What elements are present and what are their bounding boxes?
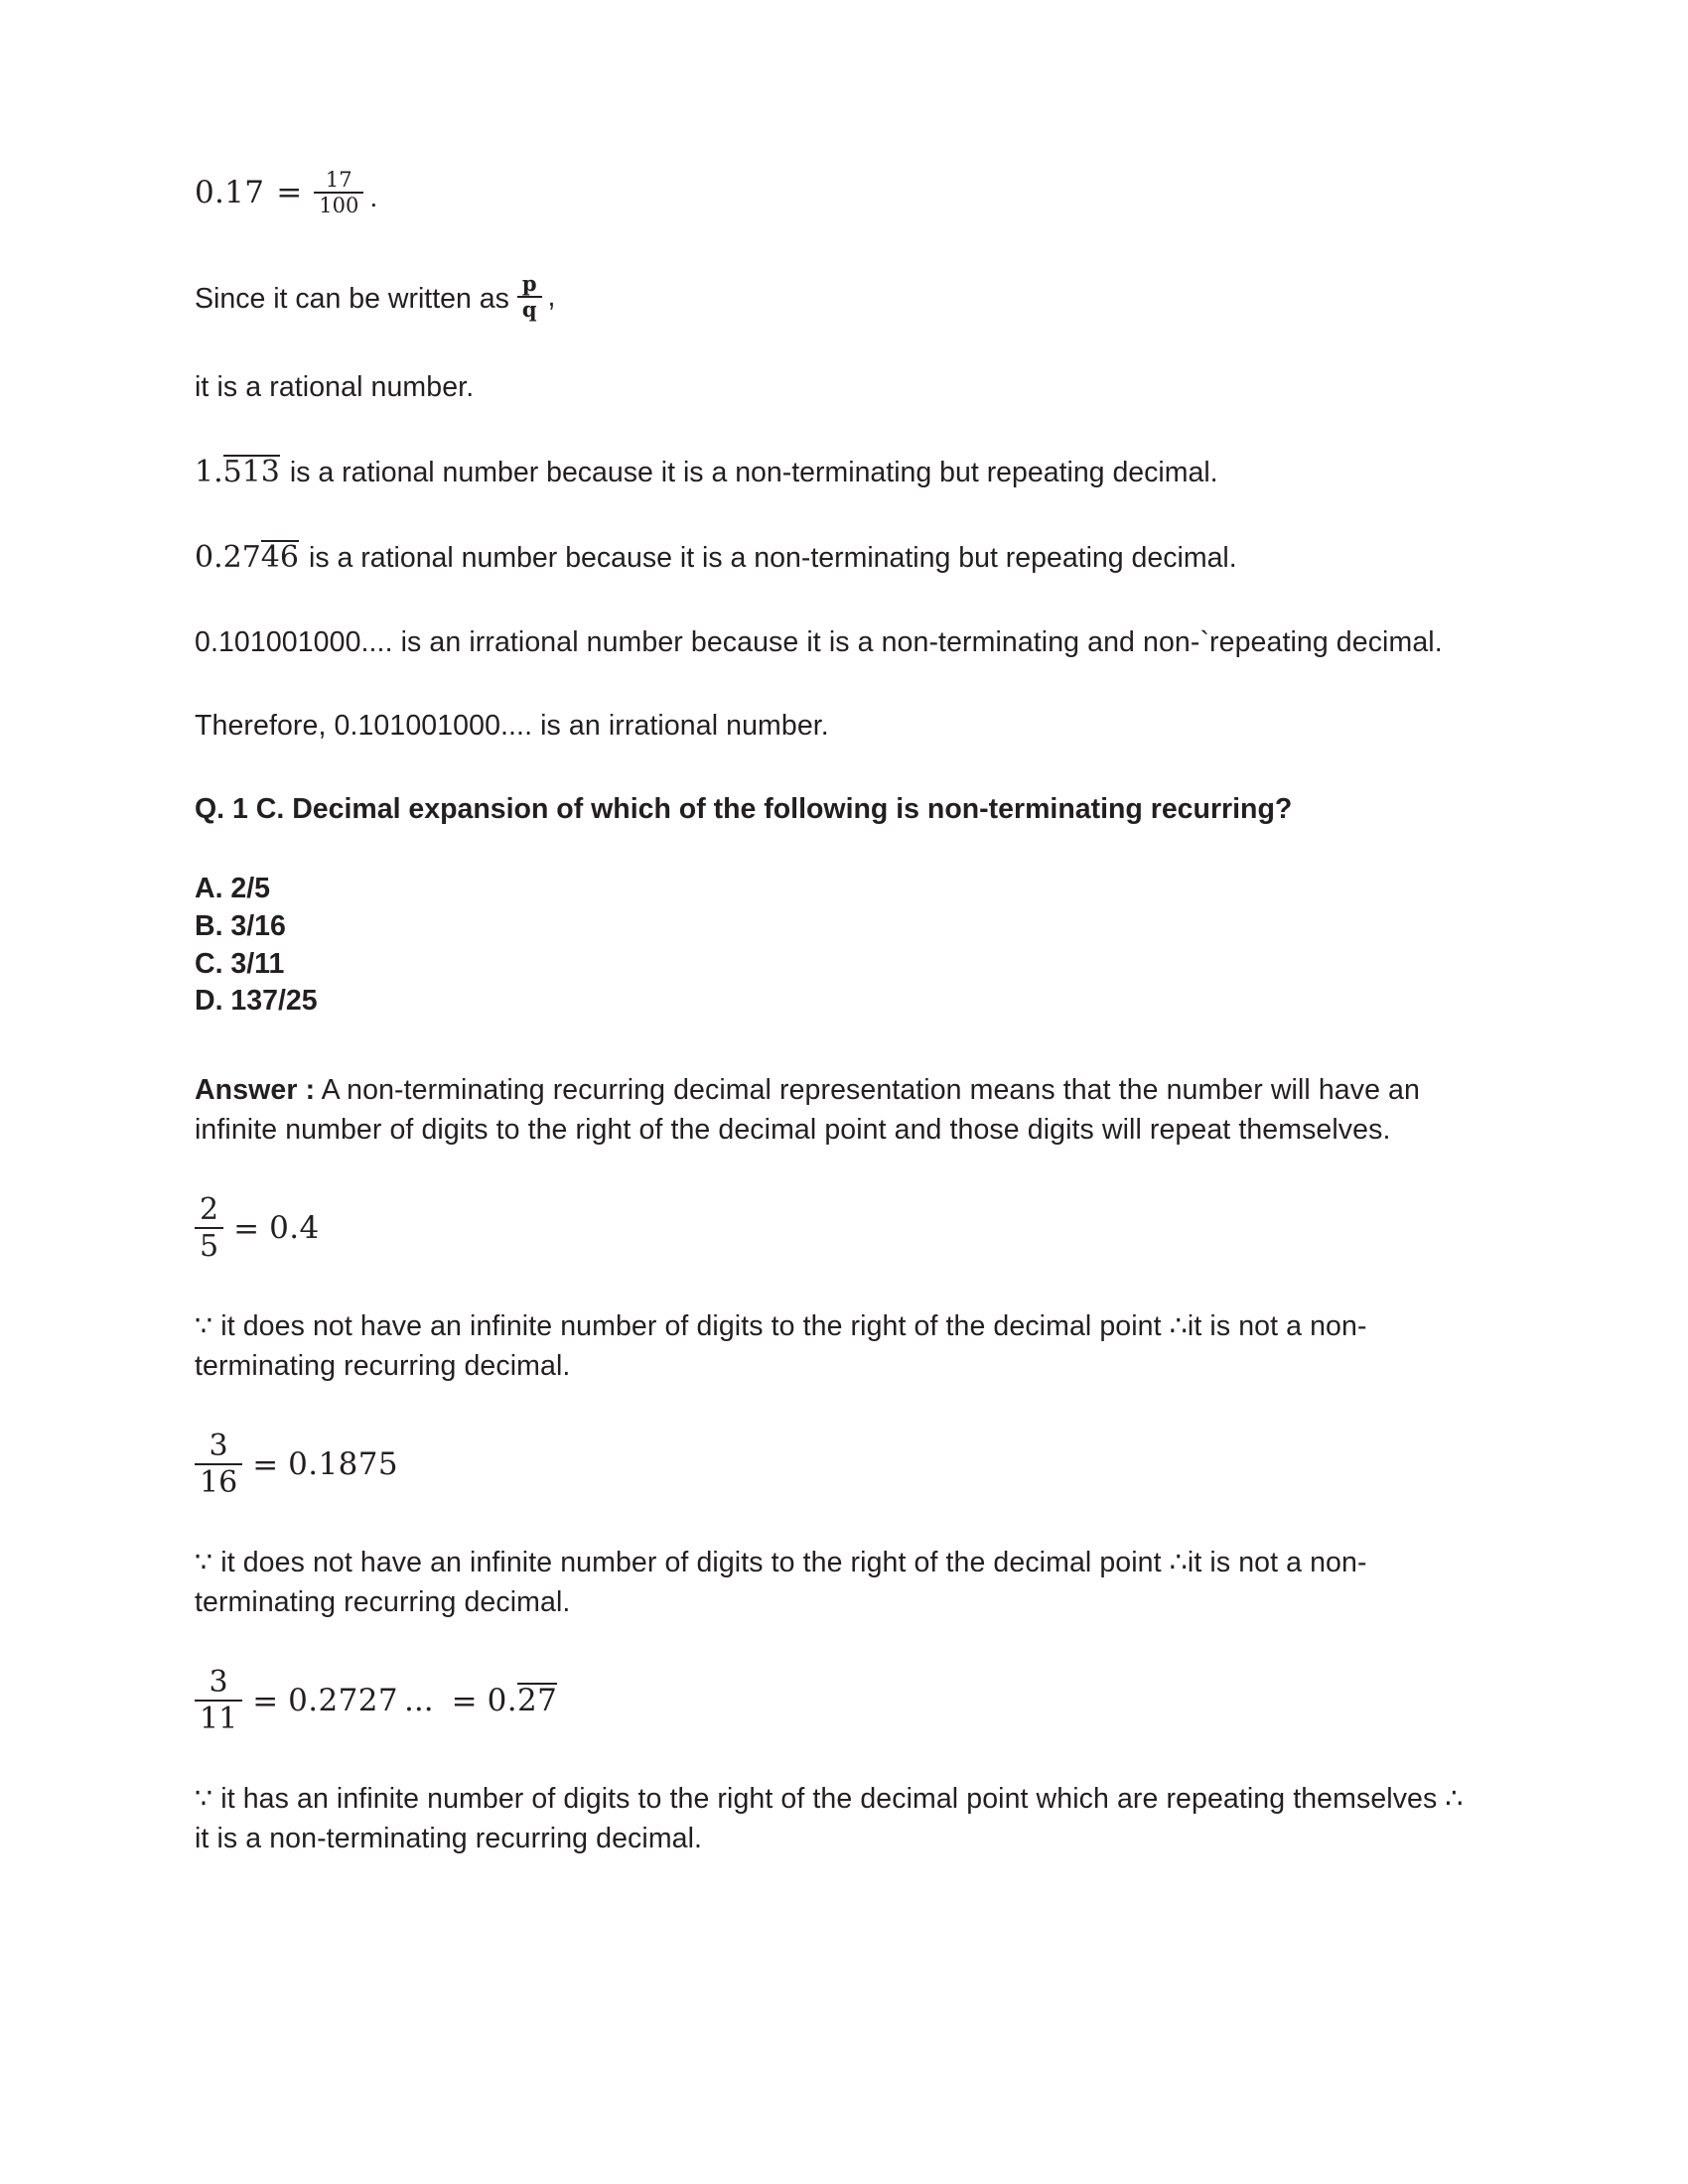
answer-paragraph (195, 1070, 1485, 1151)
question-options (195, 871, 1485, 1020)
fraction-p-over-q (517, 273, 542, 321)
overline-number-0.2746 (195, 537, 299, 579)
overline-digits: 27 (516, 1683, 558, 1719)
option-d[interactable]: D. 137/25 (195, 985, 318, 1018)
equals-sign: = (276, 175, 303, 211)
fraction-numerator: 3 (209, 1664, 228, 1700)
sentence-since-written-as-p-over-q (195, 271, 1485, 324)
fraction-17-over-100 (314, 169, 363, 216)
recurring-decimal-value (488, 1683, 558, 1718)
note-3-over-16 (195, 1543, 1485, 1623)
sentence-1.513-rational (195, 452, 1485, 493)
equals-sign-second: = (451, 1684, 478, 1720)
equation-0.17-equals-17-over-100 (195, 169, 1485, 216)
fraction-numerator: p (521, 271, 537, 297)
equation-3-over-11 (195, 1664, 1485, 1737)
paragraph-0.101001000-irrational: 0.101001000.... is an irrational number because it is a non-terminating and non-`repeating decimal. (195, 625, 1443, 658)
sentence-text: Since it can be written as (195, 283, 509, 316)
fraction-3-over-11 (195, 1664, 242, 1737)
fraction-numerator: 17 (325, 168, 352, 192)
paragraph-therefore-irrational: Therefore, 0.101001000.... is an irrational number. (195, 710, 829, 743)
fraction-denominator: 11 (195, 1700, 242, 1735)
equals-sign: = (252, 1447, 279, 1484)
decimal-value: 0.4 (269, 1210, 320, 1247)
because-symbol: ∵ (195, 1781, 213, 1815)
overline-digits: 513 (222, 454, 280, 489)
decimal-value: 0.1875 (288, 1446, 399, 1483)
fraction-numerator: 2 (200, 1191, 219, 1227)
fraction-2-over-5 (195, 1191, 223, 1265)
note-text-second: it is not a non-terminating recurring decimal. (195, 1546, 1367, 1619)
trailing-period: . (369, 184, 378, 213)
option-a[interactable]: A. 2/5 (195, 873, 271, 905)
equals-sign: = (233, 1211, 260, 1248)
equation-2-over-5 (195, 1191, 1485, 1265)
overline-prefix: 1. (195, 454, 223, 489)
therefore-symbol: ∴ (1445, 1781, 1464, 1815)
paragraph-it-is-a-rational-number: it is a rational number. (195, 371, 475, 404)
equation-3-over-16 (195, 1428, 1485, 1501)
note-text-first: it does not have an infinite number of digits to the right of the decimal point (220, 1546, 1162, 1578)
sentence-text: is a rational number because it is a non-terminating but repeating decimal. (289, 456, 1218, 488)
answer-label: Answer : (195, 1073, 316, 1106)
document-content (195, 169, 1485, 1903)
note-text-first: it has an infinite number of digits to the right of the decimal point which are repeating themselves (220, 1782, 1438, 1815)
trailing-comma: , (547, 281, 556, 314)
overline-prefix: 0.27 (195, 539, 261, 575)
question-heading: Q. 1 C. Decimal expansion of which of the following is non-terminating recurring? (195, 792, 1293, 825)
note-text-first: it does not have an infinite number of digits to the right of the decimal point (220, 1309, 1162, 1342)
fraction-denominator: q (517, 296, 542, 321)
equation-lhs: 0.17 (195, 175, 265, 211)
fraction-denominator: 100 (314, 192, 363, 216)
fraction-3-over-16 (195, 1428, 242, 1501)
note-text-second: it is a non-terminating recurring decimal. (195, 1823, 703, 1855)
sentence-text: is a rational number because it is a non-terminating but repeating decimal. (308, 541, 1237, 574)
note-2-over-5 (195, 1306, 1485, 1387)
overline-digits: 46 (260, 539, 299, 575)
therefore-symbol: ∴ (1169, 1308, 1188, 1342)
sentence-0.2746-rational (195, 537, 1485, 579)
overline-number-1.513 (195, 452, 280, 493)
note-text-second: it is not a non-terminating recurring decimal. (195, 1309, 1367, 1383)
because-symbol: ∵ (195, 1308, 213, 1342)
therefore-symbol: ∴ (1169, 1545, 1188, 1578)
fraction-denominator: 16 (195, 1463, 242, 1499)
option-c[interactable]: C. 3/11 (195, 947, 285, 980)
because-symbol: ∵ (195, 1545, 213, 1578)
option-b[interactable]: B. 3/16 (195, 910, 286, 943)
decimal-value: 0.2727 (288, 1683, 399, 1719)
recurring-prefix: 0. (487, 1683, 517, 1719)
fraction-numerator: 3 (209, 1428, 228, 1463)
ellipsis: ... (404, 1683, 434, 1719)
equals-sign: = (252, 1684, 279, 1720)
note-3-over-11 (195, 1779, 1485, 1859)
fraction-denominator: 5 (195, 1227, 223, 1263)
answer-text: A non-terminating recurring decimal representation means that the number will have an infinite number of digits to the right of the decimal point and those digits will repeat themselves. (195, 1073, 1420, 1147)
